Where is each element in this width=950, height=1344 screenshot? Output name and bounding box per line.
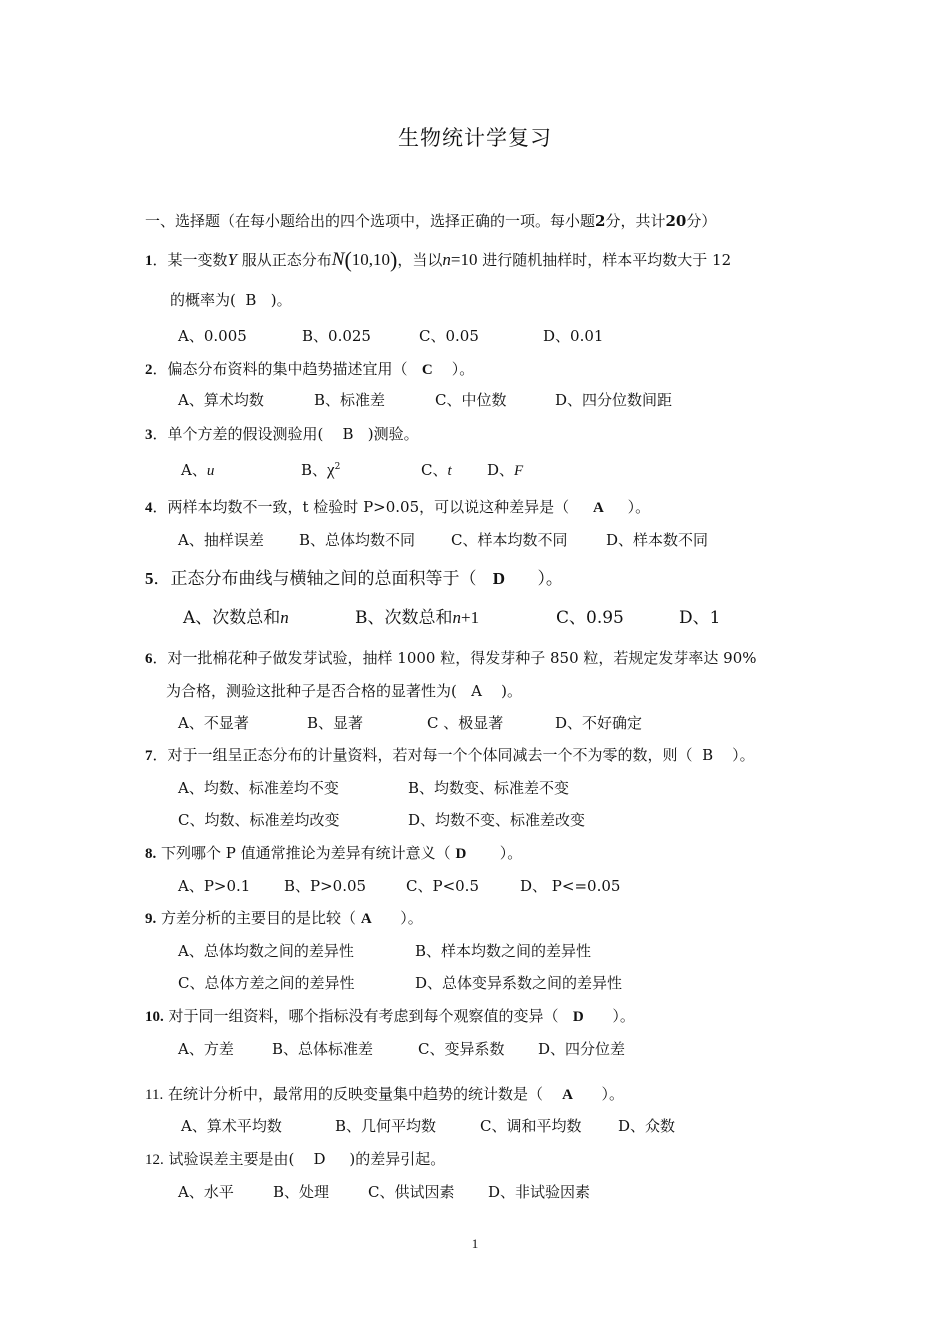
option-a: A、P>0.1 bbox=[178, 877, 251, 895]
question-8: 8. 下列哪个 P 值通常推论为差异有统计意义（ D ）。 bbox=[145, 844, 523, 862]
question-12-options bbox=[178, 1181, 590, 1202]
option-b: B、显著 bbox=[307, 714, 364, 732]
option-d: D、众数 bbox=[618, 1117, 676, 1135]
question-7: 7．对于一组呈正态分布的计量资料，若对每一个个体同减去一个不为零的数，则（ B ）。 bbox=[145, 746, 755, 764]
option-d: D、均数不变、标准差改变 bbox=[408, 811, 586, 829]
option-b: B、总体均数不同 bbox=[299, 531, 416, 549]
option-a: A、总体均数之间的差异性 bbox=[178, 942, 354, 960]
option-a: A、0.005 bbox=[178, 327, 247, 345]
option-c: C、变异系数 bbox=[418, 1040, 505, 1058]
answer: D bbox=[492, 569, 505, 588]
question-7-options-row1 bbox=[178, 777, 569, 798]
question-6-options bbox=[178, 712, 642, 733]
answer: A bbox=[592, 500, 604, 516]
answer: D bbox=[313, 1150, 326, 1168]
question-number: 8. bbox=[145, 846, 157, 862]
question-10-options bbox=[178, 1038, 625, 1059]
question-9: 9. 方差分析的主要目的是比较（ A ）。 bbox=[145, 909, 423, 927]
question-11: 11. 在统计分析中，最常用的反映变量集中趋势的统计数是（ A ）。 bbox=[145, 1085, 625, 1103]
question-4-options bbox=[178, 529, 708, 550]
question-3: 3．单个方差的假设测验用( B )测验。 bbox=[145, 425, 419, 443]
option-d: D、不好确定 bbox=[555, 714, 643, 732]
option-d: D、非试验因素 bbox=[488, 1183, 591, 1201]
answer: B bbox=[702, 746, 714, 764]
option-b: B、均数变、标准差不变 bbox=[408, 779, 570, 797]
question-5: 5．正态分布曲线与横轴之间的总面积等于（ D ）。 bbox=[145, 569, 563, 589]
document-title: 生物统计学复习 bbox=[398, 126, 552, 150]
option-d: D、0.01 bbox=[543, 327, 604, 345]
option-a: A、均数、标准差均不变 bbox=[178, 779, 339, 797]
answer: A bbox=[562, 1087, 573, 1103]
question-1-options bbox=[178, 325, 603, 346]
option-c: C、总体方差之间的差异性 bbox=[178, 974, 355, 992]
dist-params: 10,10 bbox=[351, 250, 391, 269]
answer: A bbox=[471, 682, 483, 700]
page-number: 1 bbox=[471, 1236, 479, 1251]
answer: C bbox=[421, 362, 433, 378]
option-c: C、样本均数不同 bbox=[451, 531, 568, 549]
question-1: 1．某一变数Y 服从正态分布N(10,10)，当以n=10 进行随机抽样时，样本平均数大于 12 bbox=[145, 247, 732, 272]
option-d: D、总体变异系数之间的差异性 bbox=[415, 974, 623, 992]
answer: D bbox=[572, 1009, 584, 1025]
option-a: A、方差 bbox=[178, 1040, 234, 1058]
variable-y: Y bbox=[227, 250, 237, 269]
section-header: 一、选择题（在每小题给出的四个选项中，选择正确的一项。每小题2分，共计20分） bbox=[145, 212, 717, 230]
option-b: B、总体标准差 bbox=[272, 1040, 374, 1058]
option-b: B、处理 bbox=[273, 1183, 330, 1201]
question-10: 10. 对于同一组资料，哪个指标没有考虑到每个观察值的变异（ D ）。 bbox=[145, 1007, 635, 1025]
question-number: 2 bbox=[145, 362, 153, 378]
question-1-line2: 的概率为( B )。 bbox=[170, 291, 292, 309]
option-a: A、算术平均数 bbox=[181, 1117, 282, 1135]
question-number: 10. bbox=[145, 1009, 164, 1025]
option-b: B、标准差 bbox=[314, 391, 386, 409]
question-number: 9. bbox=[145, 911, 157, 927]
question-number: 11. bbox=[145, 1087, 164, 1103]
option-b: B、P>0.05 bbox=[284, 877, 367, 895]
question-9-options-row1 bbox=[178, 940, 591, 961]
question-11-options bbox=[181, 1115, 675, 1136]
option-a: A、水平 bbox=[178, 1183, 234, 1201]
question-6-line2: 为合格，测验这批种子是否合格的显著性为( A )。 bbox=[166, 682, 522, 700]
option-d: D、样本数不同 bbox=[606, 531, 709, 549]
option-a: A、次数总和n bbox=[183, 608, 289, 628]
option-b: B、$\chi^2$ bbox=[301, 460, 341, 479]
question-5-options bbox=[183, 603, 720, 628]
answer: D bbox=[455, 846, 467, 862]
option-d: D、 P<=0.05 bbox=[520, 877, 621, 895]
question-2: 2．偏态分布资料的集中趋势描述宜用（ C ）。 bbox=[145, 360, 475, 378]
option-a: A、不显著 bbox=[178, 714, 249, 732]
option-a: A、算术均数 bbox=[178, 391, 264, 409]
option-c: C、0.95 bbox=[556, 608, 624, 628]
question-number: 5 bbox=[145, 569, 154, 588]
option-d: D、F bbox=[487, 461, 524, 479]
question-number: 7 bbox=[145, 748, 153, 764]
option-c: C、供试因素 bbox=[368, 1183, 455, 1201]
question-8-options bbox=[178, 875, 620, 896]
option-c: C、P<0.5 bbox=[406, 877, 479, 895]
variable-n: N bbox=[331, 249, 345, 270]
answer: B bbox=[245, 291, 257, 309]
option-c: C、0.05 bbox=[419, 327, 479, 345]
question-6: 6．对一批棉花种子做发芽试验，抽样 1000 粒，得发芽种子 850 粒，若规定发芽率达 90% bbox=[145, 649, 757, 667]
option-b: B、0.025 bbox=[302, 327, 371, 345]
question-9-options-row2 bbox=[178, 972, 622, 993]
option-a: A、u bbox=[181, 461, 215, 479]
question-number: 3 bbox=[145, 427, 153, 443]
option-b: B、样本均数之间的差异性 bbox=[415, 942, 592, 960]
option-c: C、t bbox=[421, 461, 452, 479]
question-number: 4 bbox=[145, 500, 153, 516]
option-c: C、均数、标准差均改变 bbox=[178, 811, 340, 829]
option-d: D、1 bbox=[679, 608, 721, 628]
question-12: 12. 试验误差主要是由( D )的差异引起。 bbox=[145, 1150, 446, 1168]
option-b: B、次数总和n+1 bbox=[355, 608, 480, 628]
option-c: C、调和平均数 bbox=[480, 1117, 582, 1135]
option-d: D、四分位差 bbox=[538, 1040, 626, 1058]
option-c: C、中位数 bbox=[435, 391, 507, 409]
option-b: B、几何平均数 bbox=[335, 1117, 437, 1135]
answer: A bbox=[360, 911, 372, 927]
option-a: A、抽样误差 bbox=[178, 531, 264, 549]
question-4: 4．两样本均数不一致，t 检验时 P>0.05，可以说这种差异是（ A ）。 bbox=[145, 498, 651, 516]
question-7-options-row2 bbox=[178, 809, 585, 830]
answer: B bbox=[342, 425, 354, 443]
question-number: 6 bbox=[145, 651, 153, 667]
question-3-options bbox=[181, 459, 523, 480]
question-number: 12. bbox=[145, 1152, 164, 1168]
question-number: 1 bbox=[145, 253, 153, 269]
option-c: C 、极显著 bbox=[427, 714, 504, 732]
option-d: D、四分位数间距 bbox=[555, 391, 673, 409]
question-2-options bbox=[178, 389, 672, 410]
